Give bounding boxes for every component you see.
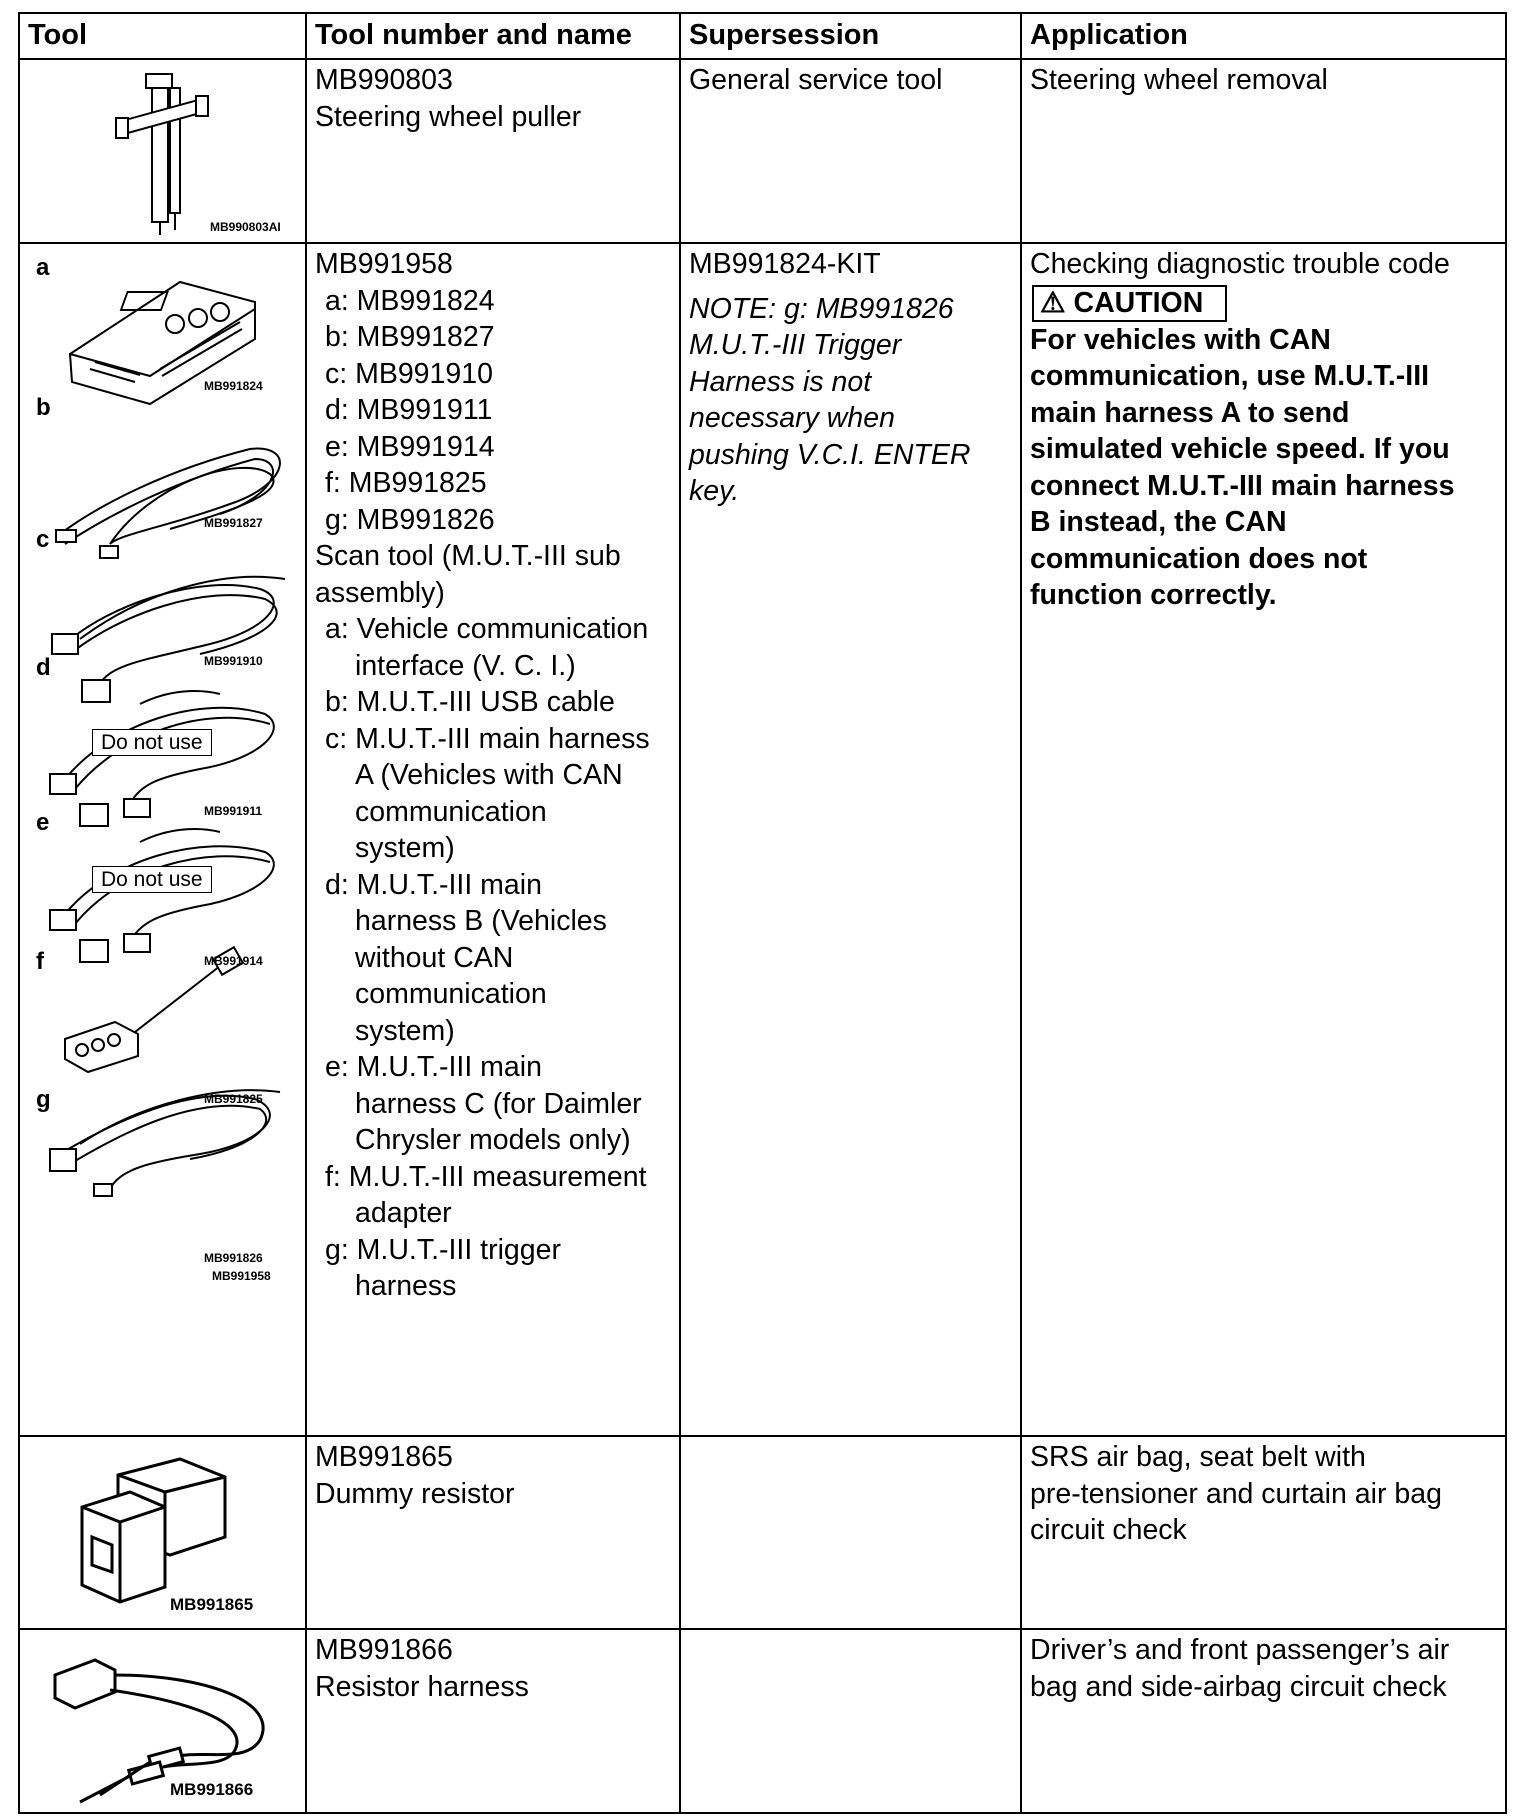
table-row <box>19 1436 1506 1629</box>
do-not-use-tag: Do not use <box>92 729 212 756</box>
supersession-cell <box>680 243 1021 1436</box>
header-application: Application <box>1021 13 1506 59</box>
application-line: circuit check <box>1030 1514 1187 1546</box>
component-item-cont: Chrysler models only) <box>355 1124 631 1156</box>
kit-item: d: MB991911 <box>325 394 493 426</box>
image-letter: e <box>36 809 50 836</box>
component-item-cont: system) <box>355 1014 455 1047</box>
kit-item: g: MB991826 <box>325 503 495 536</box>
note-line: NOTE: g: MB991826 <box>689 292 954 325</box>
image-letter: d <box>36 654 51 681</box>
kit-item: e: MB991914 <box>325 430 495 463</box>
component-item: a: Vehicle communication <box>325 613 649 645</box>
caution-line: function correctly. <box>1030 579 1277 611</box>
special-tools-table <box>18 12 1507 1814</box>
resistor-harness-icon <box>20 1630 305 1812</box>
application-cell <box>1021 243 1506 1436</box>
application-line: pre-tensioner and curtain air bag <box>1030 1477 1442 1510</box>
tool-name: Resistor harness <box>315 1670 529 1703</box>
tool-image-cell <box>19 59 306 243</box>
supersession-cell <box>680 1436 1021 1629</box>
header-tool-number-name: Tool number and name <box>306 13 680 59</box>
tool-image-cell <box>19 243 306 1436</box>
caution-line: connect M.U.T.-III main harness <box>1030 469 1455 502</box>
table-row <box>19 59 1506 243</box>
component-item: e: M.U.T.-III main <box>325 1051 542 1083</box>
component-item-cont: interface (V. C. I.) <box>355 649 576 682</box>
component-item-cont: harness B (Vehicles <box>355 905 607 937</box>
component-item: c: M.U.T.-III main harness <box>325 722 650 755</box>
image-letter: b <box>36 394 51 421</box>
component-item-cont: system) <box>355 832 455 864</box>
component-item: d: M.U.T.-III main <box>325 868 542 901</box>
image-code: MB991914 <box>204 954 263 968</box>
tool-image-label: MB990803AI <box>210 220 281 234</box>
caution-line: For vehicles with CAN <box>1030 323 1331 356</box>
kit-item: b: MB991827 <box>325 321 495 353</box>
supersession-cell <box>680 1629 1021 1813</box>
warning-triangle-icon: ⚠ <box>1040 286 1066 319</box>
application-text: Steering wheel removal <box>1030 64 1328 96</box>
kit-item: a: MB991824 <box>325 284 495 317</box>
scan-tool-title: assembly) <box>315 576 445 609</box>
header-supersession: Supersession <box>680 13 1021 59</box>
supersession-text: General service tool <box>689 64 943 96</box>
component-item-cont: A (Vehicles with CAN <box>355 759 623 791</box>
tool-number: MB991866 <box>315 1634 453 1666</box>
tool-number-name-cell <box>306 1436 680 1629</box>
application-cell <box>1021 1629 1506 1813</box>
image-code: MB991827 <box>204 516 263 530</box>
component-item: b: M.U.T.-III USB cable <box>325 686 615 718</box>
note-line: pushing V.C.I. ENTER <box>689 438 971 471</box>
caution-label: CAUTION <box>1073 286 1204 319</box>
tool-name: Dummy resistor <box>315 1477 515 1510</box>
component-item: g: M.U.T.-III trigger <box>325 1233 561 1266</box>
do-not-use-tag: Do not use <box>92 866 212 893</box>
caution-line: simulated vehicle speed. If you <box>1030 433 1450 465</box>
image-letter: a <box>36 254 50 281</box>
image-code: MB991910 <box>204 654 263 668</box>
tool-image-label: MB991866 <box>170 1780 254 1799</box>
tool-image-label: MB991865 <box>170 1595 254 1614</box>
steering-wheel-puller-icon <box>20 60 305 242</box>
tool-image-cell <box>19 1436 306 1629</box>
mut-iii-kit-illustration <box>20 244 305 1435</box>
image-code: MB991911 <box>204 804 263 818</box>
application-text: Checking diagnostic trouble code <box>1030 248 1450 280</box>
header-row <box>19 13 1506 59</box>
caution-line: communication does not <box>1030 542 1368 575</box>
kit-item: f: MB991825 <box>325 467 487 499</box>
application-cell <box>1021 1436 1506 1629</box>
note-line: key. <box>689 475 740 507</box>
note-line: necessary when <box>689 402 895 434</box>
note-line: M.U.T.-III Trigger <box>689 329 902 361</box>
supersession-note <box>689 291 1014 510</box>
caution-box <box>1032 285 1227 322</box>
component-item-cont: communication <box>355 978 547 1010</box>
supersession-text <box>681 1630 1020 1632</box>
tool-image-cell <box>19 1629 306 1813</box>
tool-number-name-cell <box>306 59 680 243</box>
dummy-resistor-illustration <box>20 1437 305 1628</box>
caution-text <box>1030 322 1499 614</box>
header-tool: Tool <box>19 13 306 59</box>
component-item-cont: adapter <box>355 1197 452 1229</box>
tool-number: MB991958 <box>315 248 453 280</box>
kit-item: c: MB991910 <box>325 357 493 390</box>
component-item-cont: harness <box>355 1270 457 1302</box>
scan-tool-title: Scan tool (M.U.T.-III sub <box>315 540 621 572</box>
application-line: SRS air bag, seat belt with <box>1030 1441 1366 1473</box>
caution-line: B instead, the CAN <box>1030 506 1287 538</box>
component-item-cont: without CAN <box>355 941 514 974</box>
caution-line: main harness A to send <box>1030 396 1350 429</box>
component-item: f: M.U.T.-III measurement <box>325 1160 647 1193</box>
tool-name: Steering wheel puller <box>315 100 582 133</box>
tool-number-name-cell <box>306 1629 680 1813</box>
application-line: bag and side-airbag circuit check <box>1030 1670 1447 1703</box>
resistor-harness-illustration <box>20 1630 305 1812</box>
application-line: Driver’s and front passenger’s air <box>1030 1634 1450 1666</box>
tool-number-name-cell <box>306 243 680 1436</box>
note-line: Harness is not <box>689 365 872 398</box>
dummy-resistor-icon <box>20 1437 305 1628</box>
supersession-cell <box>680 59 1021 243</box>
supersession-text: MB991824-KIT <box>689 248 881 280</box>
image-code: MB991824 <box>204 379 263 393</box>
image-letter: c <box>36 526 50 553</box>
table-row <box>19 1629 1506 1813</box>
component-item-cont: harness C (for Daimler <box>355 1087 642 1120</box>
caution-line: communication, use M.U.T.-III <box>1030 360 1430 392</box>
image-code: MB991826 <box>204 1251 263 1265</box>
steering-wheel-puller-illustration <box>20 60 305 242</box>
tool-number: MB990803 <box>315 64 453 96</box>
application-cell <box>1021 59 1506 243</box>
component-item-cont: communication <box>355 795 547 828</box>
image-letter: g <box>36 1086 51 1113</box>
tool-image-label: MB991958 <box>212 1269 271 1283</box>
tool-number: MB991865 <box>315 1441 453 1473</box>
image-letter: f <box>36 948 44 975</box>
table-row <box>19 243 1506 1436</box>
image-code: MB991825 <box>204 1092 263 1106</box>
supersession-text <box>681 1437 1020 1439</box>
